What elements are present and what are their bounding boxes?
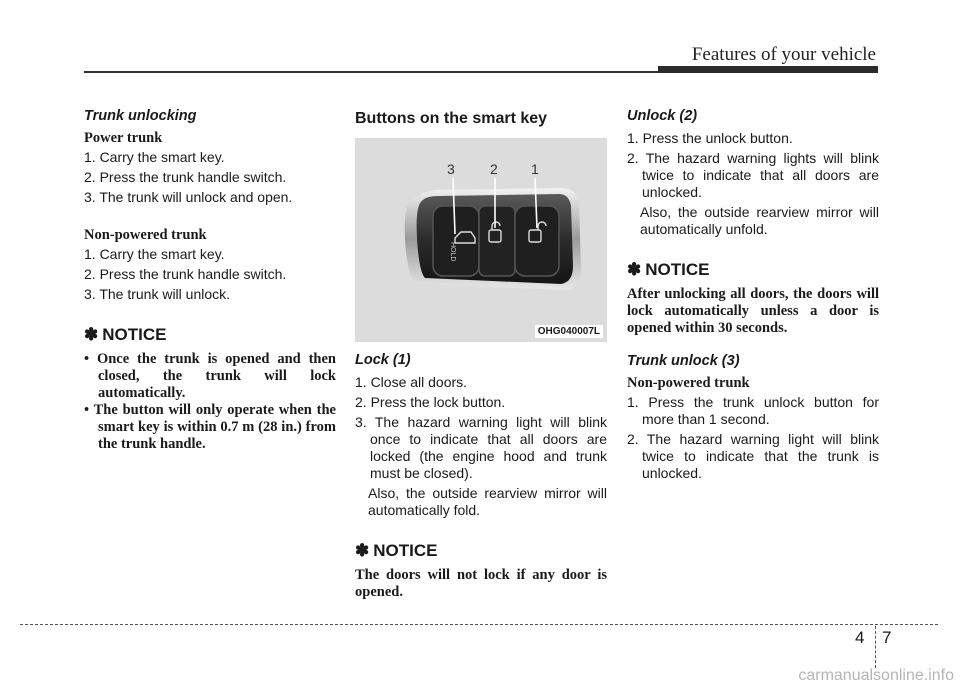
power-step: 3. The trunk will unlock and open.	[84, 189, 293, 205]
lock-step: 1. Close all doors.	[355, 374, 468, 390]
smart-key-illustration	[355, 138, 607, 342]
lock-heading: Lock (1)	[355, 352, 411, 368]
footer-rule	[20, 624, 938, 625]
notice-mark-icon: ✽	[355, 541, 370, 560]
notice-mark-icon: ✽	[627, 260, 642, 279]
column-right	[627, 108, 879, 485]
lock-step: 2. Press the lock button.	[355, 394, 506, 410]
notice-body: The doors will not lock if any door is opened.	[355, 567, 607, 600]
power-trunk-label: Power trunk	[84, 130, 163, 146]
notice-bullet: • Once the trunk is opened and then closed, the trunk will lock automatically.	[84, 351, 336, 401]
unlock-note: Also, the outside rearview mirror will automatically unfold.	[640, 204, 879, 237]
nonpowered-step: 2. Press the trunk handle switch.	[84, 266, 287, 282]
unlock-step: 2. The hazard warning lights will blink twice to indicate that all doors are unlocked.	[627, 150, 879, 200]
notice-title: NOTICE	[645, 260, 710, 279]
notice-mark-icon: ✽	[84, 325, 99, 344]
callout-label: 3	[447, 161, 455, 177]
watermark: carmanualsonline.info	[798, 667, 954, 684]
nonpowered-trunk-label: Non-powered trunk	[84, 227, 207, 243]
nonpowered-step: 1. Carry the smart key.	[84, 246, 225, 262]
column-left	[84, 108, 336, 453]
trunk-step: 2. The hazard warning light will blink twice to indicate that the trunk is unlocked.	[627, 431, 879, 481]
page-header-title: Features of your vehicle	[691, 44, 876, 65]
notice-heading	[84, 325, 336, 345]
trunk-step: 1. Press the trunk unlock button for more than 1 second.	[627, 394, 879, 427]
lock-note: Also, the outside rearview mirror will automatically fold.	[368, 485, 607, 518]
power-step: 1. Carry the smart key.	[84, 149, 225, 165]
trunk-unlocking-heading: Trunk unlocking	[84, 108, 197, 124]
nonpowered-step: 3. The trunk will unlock.	[84, 286, 231, 302]
callout-label: 2	[490, 161, 498, 177]
notice-body: After unlocking all doors, the doors will lock automatically unless a door is opened within 30 seconds.	[627, 286, 879, 336]
smart-key-figure	[355, 138, 607, 342]
notice-title: NOTICE	[373, 541, 438, 560]
notice-title: NOTICE	[102, 325, 167, 344]
callout-label: 1	[531, 161, 539, 177]
unlock-step: 1. Press the unlock button.	[627, 130, 793, 146]
notice-heading	[355, 541, 607, 561]
header-rule	[84, 71, 658, 73]
power-step: 2. Press the trunk handle switch.	[84, 169, 287, 185]
unlock-heading: Unlock (2)	[627, 108, 698, 124]
header-rule-accent	[658, 66, 878, 73]
column-middle	[355, 108, 607, 601]
lock-step: 3. The hazard warning light will blink once to indicate that all doors are locked (the engine hood and trunk must be closed).	[355, 414, 607, 481]
hold-label: HOLD	[449, 242, 456, 262]
trunk-unlock-heading: Trunk unlock (3)	[627, 353, 740, 369]
figure-code: OHG040007L	[535, 325, 603, 338]
chapter-number: 4	[855, 628, 865, 647]
nonpowered-trunk-label: Non-powered trunk	[627, 375, 750, 391]
page-number: 7	[882, 628, 892, 647]
smart-key-buttons-title: Buttons on the smart key	[355, 110, 548, 127]
notice-bullet: • The button will only operate when the smart key is within 0.7 m (28 in.) from the trunk handle.	[84, 402, 336, 452]
page-number-divider	[875, 626, 876, 668]
notice-heading	[627, 260, 879, 280]
